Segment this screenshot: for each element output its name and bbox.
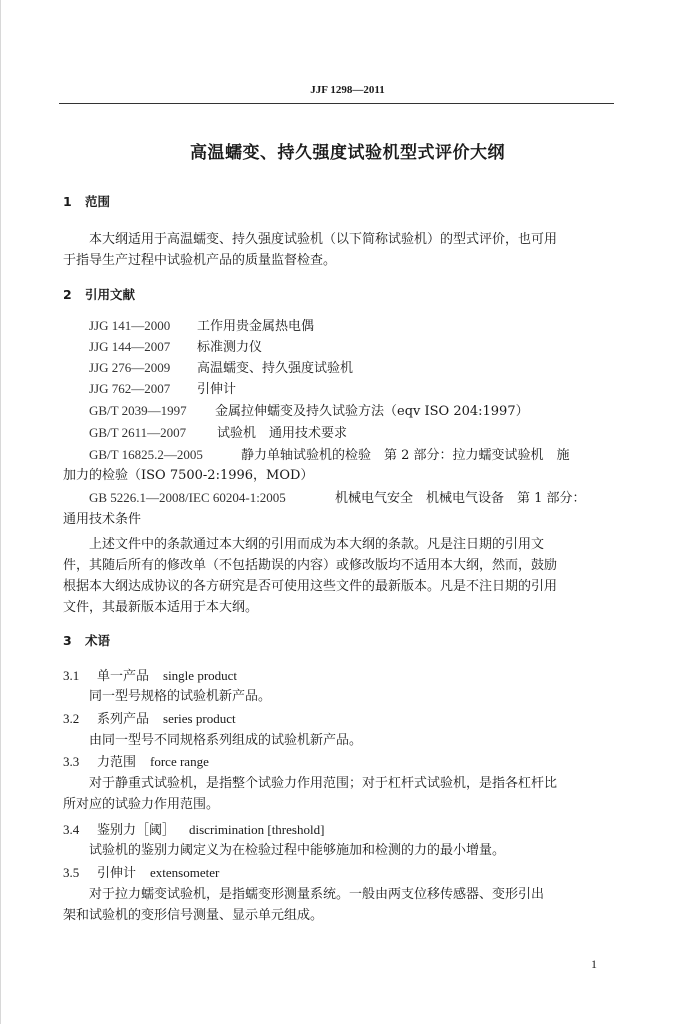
term-english: discrimination [threshold] [189,822,325,837]
reference-item [89,403,529,420]
references-note-line: 文件，其最新版本适用于本大纲。 [63,600,259,615]
reference-title: 引伸计 [197,382,237,397]
reference-code: GB 5226.1—2008/IEC 60204-1:2005 [89,490,286,505]
term-definition: 对于静重式试验机，是指整个试验力作用范围；对于杠杆式试验机，是指各杠杆比 [89,776,558,791]
reference-title: 高温蠕变、持久强度试验机 [197,361,354,376]
references-note-line: 件，其随后所有的修改单（不包括勘误的内容）或修改版均不适用本大纲，然而，鼓励 [63,558,558,573]
term-chinese: 系列产品 [97,712,150,727]
term-chinese: 单一产品 [97,669,150,684]
term-chinese: 力范围 [97,755,137,770]
reference-code: GB/T 2039—1997 [89,403,187,418]
reference-item [89,490,586,507]
term-english: single product [163,668,238,683]
section-heading-terms [63,633,110,649]
reference-code: JJG 141—2000 [89,318,171,333]
section-title: 引用文献 [85,287,136,302]
reference-continuation: 加力的检验（ISO 7500-2:1996，MOD） [63,468,314,483]
reference-title: 机械电气安全 机械电气设备 第 1 部分： [335,491,586,506]
reference-code: JJG 144—2007 [89,339,171,354]
term-definition: 对于拉力蠕变试验机，是指蠕变形测量系统。一般由两支位移传感器、变形引出 [89,887,545,902]
section-title: 范围 [85,194,111,209]
term-english: series product [163,711,236,726]
reference-title: 工作用贵金属热电偶 [197,319,315,334]
term-number: 3.4 [63,822,80,837]
reference-title: 静力单轴试验机的检验 第 2 部分：拉力蠕变试验机 施 [241,448,570,463]
term-heading [63,754,209,771]
section-title: 术语 [85,633,111,648]
term-chinese: 引伸计 [97,866,137,881]
references-note-line: 根据本大纲达成协议的各方研究是否可使用这些文件的最新版本。凡是不注日期的引用 [63,579,558,594]
reference-item [89,318,314,335]
running-header: JJF 1298—2011 [310,84,385,96]
section-number: 2 [63,287,72,302]
reference-item [89,339,262,356]
term-definition: 所对应的试验力作用范围。 [63,797,220,812]
term-definition: 同一型号规格的试验机新产品。 [89,689,272,704]
term-number: 3.3 [63,754,80,769]
scope-text-line: 于指导生产过程中试验机产品的质量监督检查。 [63,253,337,268]
term-definition: 试验机的鉴别力阈定义为在检验过程中能够施加和检测的力的最小增量。 [89,843,506,858]
references-note-line: 上述文件中的条款通过本大纲的引用而成为本大纲的条款。凡是注日期的引用文 [89,537,545,552]
reference-code: JJG 762—2007 [89,381,171,396]
reference-title: 试验机 通用技术要求 [217,426,348,441]
reference-title: 标准测力仪 [197,340,263,355]
term-number: 3.2 [63,711,80,726]
section-number: 3 [63,633,72,648]
section-heading-scope [63,194,110,210]
term-number: 3.5 [63,865,80,880]
reference-title: 金属拉伸蠕变及持久试验方法（eqv ISO 204:1997） [215,404,529,419]
term-definition: 架和试验机的变形信号测量、显示单元组成。 [63,908,324,923]
reference-continuation: 通用技术条件 [63,512,142,527]
reference-item [89,447,570,464]
reference-item [89,360,353,377]
scope-text-line: 本大纲适用于高温蠕变、持久强度试验机（以下简称试验机）的型式评价，也可用 [89,232,558,247]
page-number: 1 [591,957,597,971]
term-chinese: 鉴别力［阈］ [97,823,176,838]
section-heading-references [63,287,135,303]
document-title: 高温蠕变、持久强度试验机型式评价大纲 [190,143,505,163]
term-heading [63,668,237,685]
term-number: 3.1 [63,668,80,683]
section-number: 1 [63,194,72,209]
reference-item [89,425,347,442]
term-english: force range [150,754,209,769]
reference-code: GB/T 2611—2007 [89,425,187,440]
term-english: extensometer [150,865,220,880]
term-definition: 由同一型号不同规格系列组成的试验机新产品。 [89,733,363,748]
header-rule [59,103,614,104]
reference-item [89,381,236,398]
term-heading [63,822,324,839]
reference-code: GB/T 16825.2—2005 [89,447,203,462]
term-heading [63,711,236,728]
reference-code: JJG 276—2009 [89,360,171,375]
term-heading [63,865,219,882]
